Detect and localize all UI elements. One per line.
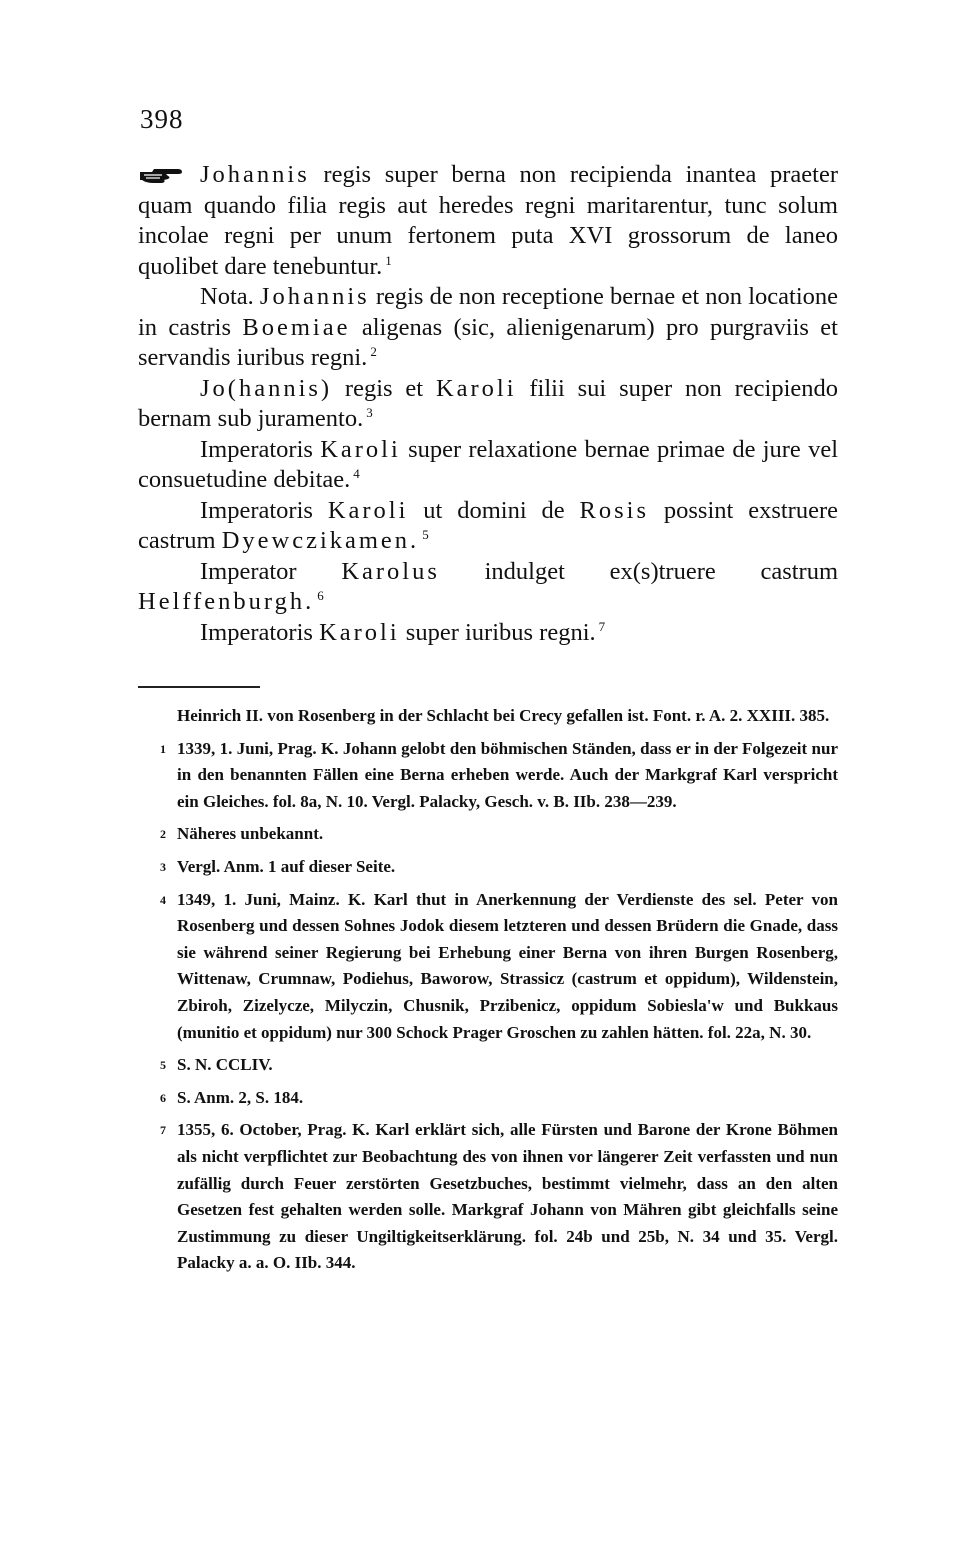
footnote-ref: 4 <box>353 466 360 481</box>
entry-text-2: possint exstruere castrum <box>138 496 838 554</box>
entry-text: super iuribus regni. <box>399 618 596 646</box>
footnote-1 <box>160 736 838 816</box>
footnote-text: 1355, 6. October, Prag. K. Karl erklärt sich, alle Fürsten und Barone der Krone Böhmen als nicht verpflichtet zur Beobachtung des von ihnen vor längerer Zeit verfassten und nun zufällig durch Feuer zerstörten Gesetzbuches, bestimmt vielmehr, dass an den alten Gesetzen fest gehalten werden solle. Markgraf Johann von Mähren gibt gleichfalls seine Zustimmung zu dieser Ungiltigkeitserklärung. fol. 24b und 25b, N. 34 und 35. Vergl. Palacky a. a. O. IIb. 344. <box>177 1120 838 1273</box>
entry-name: Karoli <box>327 496 409 524</box>
footnote-ref: 2 <box>370 344 377 359</box>
footnote-mark: 7 <box>160 1123 166 1138</box>
footnote-mark: 3 <box>160 859 166 874</box>
entry-3 <box>138 374 838 435</box>
footnote-ref: 6 <box>317 588 324 603</box>
footnote-text: S. N. CCLIV. <box>177 1055 273 1075</box>
entry-1 <box>138 160 838 282</box>
footnote-ref: 7 <box>598 618 606 634</box>
footnote-mark: 6 <box>160 1090 166 1105</box>
entry-4 <box>138 435 838 496</box>
entry-text: regis et <box>332 374 436 402</box>
manicule-icon <box>138 164 184 186</box>
footnote-text: 1349, 1. Juni, Mainz. K. Karl thut in Anerkennung der Verdienste des sel. Peter von Rosenberg und dessen Sohnes Jodok diesem letzteren und dessen Brüdern die Gnade, dass sie während seiner Regierung bei Erhebung einer Berna von ihren Burgen Rosenberg, Wittenaw, Crumnaw, Podiehus, Baworow, Strassicz (castrum et oppidum), Wildenstein, Zbiroh, Zizelycze, Milyczin, Chusnik, Przibenicz, oppidum Sobiesla'w und Bukkaus (munitio et oppidum) nur 300 Schock Prager Groschen zu zahlen hätten. fol. 22a, N. 30. <box>177 889 838 1042</box>
footnotes <box>160 703 838 1283</box>
entry-text: super relaxatione bernae primae de jure vel consuetudine debitae. <box>138 435 838 493</box>
footnote-text: Vergl. Anm. 1 auf dieser Seite. <box>177 856 396 876</box>
entry-6 <box>138 557 838 618</box>
page-number: 398 <box>140 104 184 134</box>
footnote-5 <box>160 1052 838 1079</box>
entry-pre: Nota. <box>200 283 260 310</box>
footnote-ref: 5 <box>422 527 429 542</box>
entry-pre: Imperator <box>200 557 342 585</box>
entry-pre: Imperatoris <box>200 496 328 524</box>
entry-name: Jo(hannis) <box>200 374 333 402</box>
entry-name: Karoli <box>320 435 401 463</box>
entry-name-2: Karoli <box>435 374 517 402</box>
footnote-2 <box>160 821 838 848</box>
footnote-6 <box>160 1085 838 1112</box>
entry-name-2: Helffenburgh. <box>138 588 315 615</box>
entry-2 <box>138 282 838 374</box>
footnote-mark: 4 <box>160 892 166 907</box>
footnote-mark: 5 <box>160 1058 166 1073</box>
footnote-separator <box>138 686 260 688</box>
entry-name: Johannis <box>259 283 370 310</box>
entry-5 <box>138 496 838 557</box>
entry-pre: Imperatoris <box>200 618 320 646</box>
entry-7 <box>138 618 838 649</box>
entry-text-2: aligenas (sic, alienigenarum) pro purgraviis et servandis iuribus regni. <box>138 313 838 371</box>
entry-text: ut domini de <box>408 496 580 524</box>
entry-text-2: filii sui super non recipiendo bernam sub juramento. <box>138 374 838 432</box>
entry-name-2: Rosis <box>579 496 650 524</box>
footnote-7 <box>160 1117 838 1277</box>
entry-name: Karolus <box>341 557 440 585</box>
footnote-text: 1339, 1. Juni, Prag. K. Johann gelobt den böhmischen Ständen, dass er in der Folgezeit nur in den benannten Fällen eine Berna erheben werde. Auch der Markgraf Karl verspricht ein Gleiches. fol. 8a, N. 10. Vergl. Palacky, Gesch. v. B. IIb. 238—239. <box>177 738 838 811</box>
main-text <box>138 160 838 648</box>
footnote-text: S. Anm. 2, S. 184. <box>177 1087 304 1107</box>
entry-name: Johannis <box>200 161 310 188</box>
entry-name-2: Boemiae <box>242 313 351 341</box>
entry-text: regis super berna non recipienda inantea praeter quam quando filia regis aut heredes regni maritarentur, tunc solum incolae regni per unum fertonem puta XVI grossorum de laneo quolibet dare tenebuntur. <box>138 161 838 280</box>
footnote-intro: Heinrich II. von Rosenberg in der Schlacht bei Crecy gefallen ist. Font. r. A. 2. XXIII. 385. <box>177 706 830 725</box>
entry-name-3: Dyewczikamen. <box>221 527 420 554</box>
footnote-3 <box>160 854 838 881</box>
footnote-mark: 1 <box>160 741 166 756</box>
footnote-4 <box>160 887 838 1047</box>
entry-pre: Imperatoris <box>200 435 321 463</box>
entry-text: regis de non receptione bernae et non locatione in castris <box>138 283 839 341</box>
footnote-ref: 3 <box>366 405 373 420</box>
footnote-text: Näheres unbekannt. <box>177 824 324 844</box>
entry-name: Karoli <box>319 618 400 646</box>
footnote-ref: 1 <box>385 252 392 268</box>
entry-text: indulget ex(s)truere castrum <box>439 557 838 585</box>
footnote-mark: 2 <box>160 827 166 842</box>
